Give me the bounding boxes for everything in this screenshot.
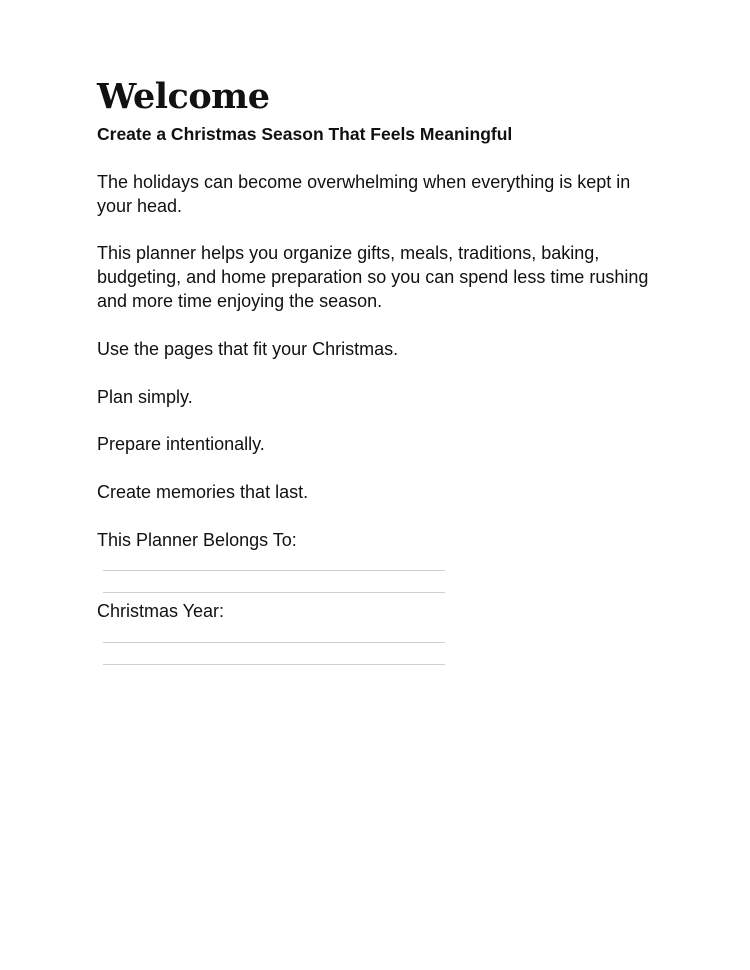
instruction-line: Prepare intentionally.: [97, 434, 265, 454]
instruction-line: Use the pages that fit your Christmas.: [97, 339, 399, 359]
year-label: Christmas Year:: [97, 601, 225, 621]
year-write-line: [103, 664, 445, 665]
instruction-line: Create memories that last.: [97, 482, 309, 502]
owner-label: This Planner Belongs To:: [97, 530, 297, 550]
owner-write-line: [103, 570, 445, 571]
instruction-line: Plan simply.: [97, 387, 193, 407]
year-write-line: [103, 642, 445, 643]
owner-write-line: [103, 592, 445, 593]
page-subtitle: Create a Christmas Season That Feels Meaningful: [97, 124, 513, 144]
planner-description: This planner helps you organize gifts, meals, traditions, baking, budgeting, and home preparation so you can spend less time rushing and more time enjoying the season.: [97, 243, 649, 311]
page-title: Welcome: [97, 76, 270, 117]
intro-paragraph: The holidays can become overwhelming when everything is kept in your head.: [97, 172, 631, 216]
